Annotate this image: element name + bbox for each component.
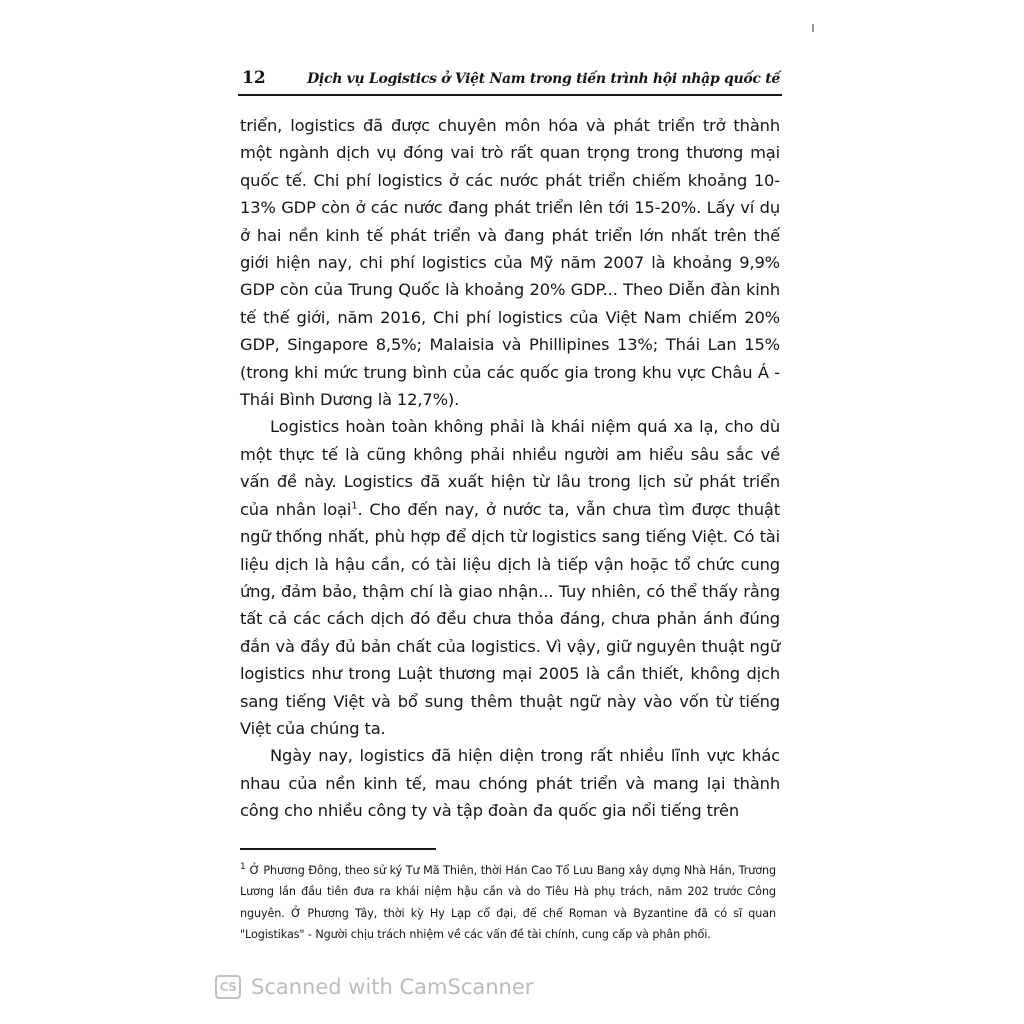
page-header (238, 66, 782, 96)
paragraph-logistics-concept-part2: . Cho đến nay, ở nước ta, vẫn chưa tìm được thuật ngữ thống nhất, phù hợp để dịch từ logistics sang tiếng Việt. Có tài liệu dịch là hậu cần, có tài liệu dịch là tiếp vận hoặc tổ chức cung ứng, đảm bảo, thậm chí là giao nhận... Tuy nhiên, có thể thấy rằng tất cả các cách dịch đó đều chưa thỏa đáng, chưa phản ánh đúng đắn và đầy đủ bản chất của logistics. Vì vậy, giữ nguyên thuật ngữ logistics như trong Luật thương mại 2005 là cần thiết, không dịch sang tiếng Việt và bổ sung thêm thuật ngữ này vào vốn từ tiếng Việt của chúng ta. (240, 499, 780, 738)
footnote-divider (240, 848, 436, 850)
footnote-number: 1 (240, 862, 246, 873)
paragraph-logistics-concept-part1: Logistics hoàn toàn không phải là khái niệm quá xa lạ, cho dù một thực tế là cũng không phải nhiều người am hiểu sâu sắc về vấn đề này. Logistics đã xuất hiện từ lâu trong lịch sử phát triển của nhân loại (240, 417, 780, 519)
running-title: Dịch vụ Logistics ở Việt Nam trong tiến trình hội nhập quốc tế (307, 71, 780, 87)
camscanner-watermark (215, 972, 533, 1002)
camscanner-logo-icon: CS (215, 975, 241, 999)
footnote-reference[interactable]: 1 (351, 500, 358, 512)
paragraph-logistics-today: Ngày nay, logistics đã hiện diện trong rất nhiều lĩnh vực khác nhau của nền kinh tế, mau chóng phát triển và mang lại thành công cho nhiều công ty và tập đoàn đa quốc gia nổi tiếng trên (240, 746, 780, 821)
page-number: 12 (242, 68, 266, 88)
body-text (240, 112, 780, 825)
footnote-text: Ở Phương Đông, theo sử ký Tư Mã Thiên, thời Hán Cao Tổ Lưu Bang xây dựng Nhà Hán, Trương Lương lần đầu tiên đưa ra khái niệm hậu cần và do Tiêu Hà phụ trách, năm 202 trước Công nguyên. Ở Phương Tây, thời kỳ Hy Lạp cổ đại, đế chế Roman và Byzantine đã có sĩ quan "Logistikas" - Người chịu trách nhiệm về các vấn đề tài chính, cung cấp và phân phối. (240, 864, 776, 942)
paragraph-continued: triển, logistics đã được chuyên môn hóa và phát triển trở thành một ngành dịch vụ đóng vai trò rất quan trọng trong thương mại quốc tế. Chi phí logistics ở các nước phát triển chiếm khoảng 10-13% GDP còn ở các nước đang phát triển lên tới 15-20%. Lấy ví dụ ở hai nền kinh tế phát triển và đang phát triển lớn nhất trên thế giới hiện nay, chi phí logistics của Mỹ năm 2007 là khoảng 9,9% GDP còn của Trung Quốc là khoảng 20% GDP... Theo Diễn đàn kinh tế thế giới, năm 2016, Chi phí logistics của Việt Nam chiếm 20% GDP, Singapore 8,5%; Malaisia và Phillipines 13%; Thái Lan 15% (trong khi mức trung bình của các quốc gia trong khu vực Châu Á - Thái Bình Dương là 12,7%). (240, 116, 780, 410)
watermark-text: Scanned with CamScanner (251, 975, 534, 999)
scan-artifact-mark (812, 24, 814, 32)
paragraph-logistics-concept (240, 413, 780, 742)
footnote (240, 860, 776, 946)
